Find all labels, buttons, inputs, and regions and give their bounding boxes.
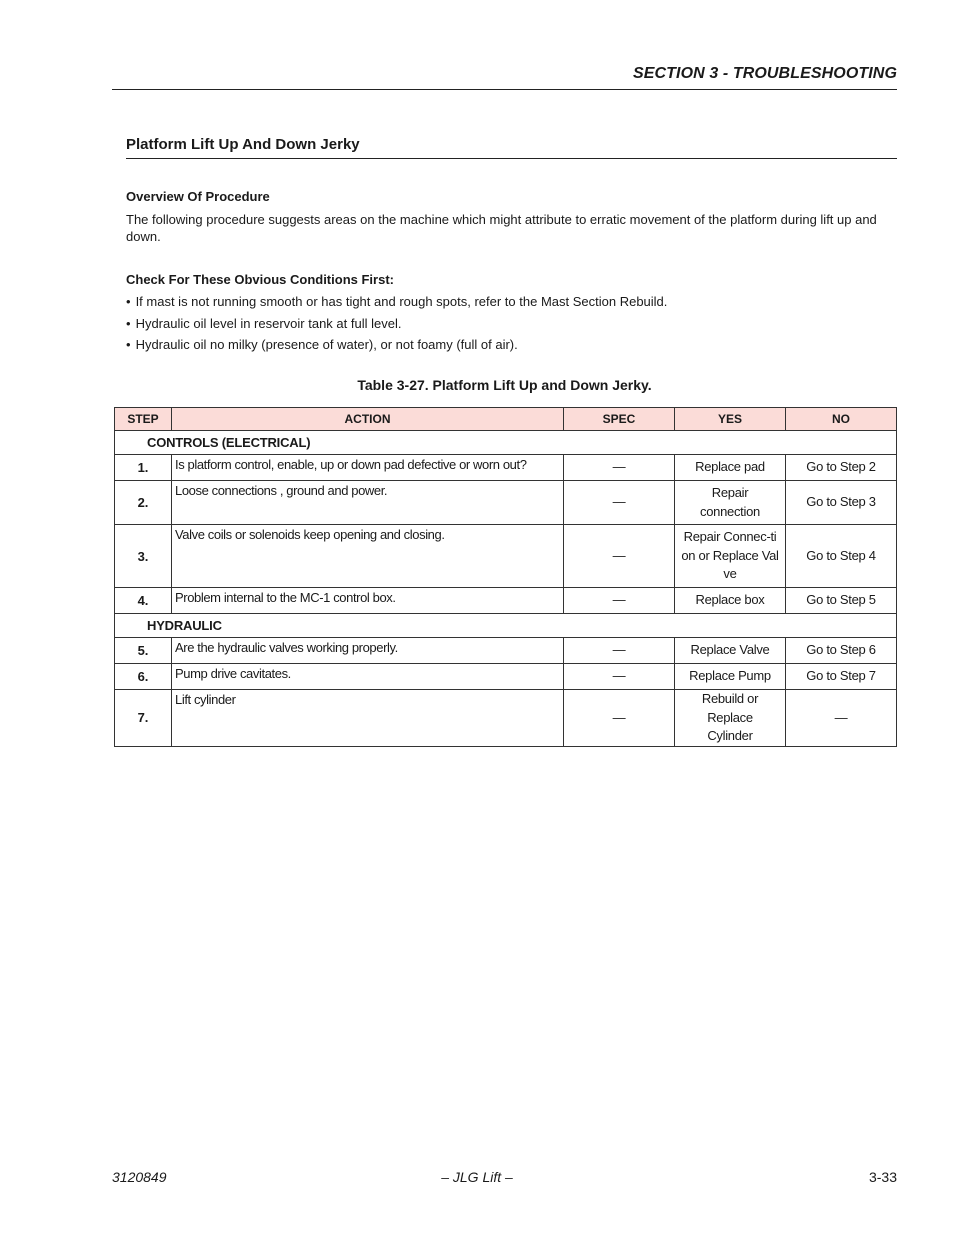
table-caption: Table 3-27. Platform Lift Up and Down Jerky.	[357, 377, 652, 393]
checks-list	[126, 293, 667, 358]
table-row	[115, 638, 897, 664]
header-divider	[112, 89, 897, 90]
step-cell: 6.	[115, 664, 172, 690]
table-header-row	[115, 408, 897, 431]
column-header-action: ACTION	[172, 408, 564, 431]
yes-cell: Replace box	[675, 588, 786, 614]
checks-heading: Check For These Obvious Conditions First:	[126, 272, 394, 287]
page-number: 3-33	[868, 1169, 897, 1185]
footer-brand: – JLG Lift –	[441, 1169, 513, 1185]
overview-heading: Overview Of Procedure	[126, 189, 270, 204]
spec-cell: —	[564, 525, 675, 588]
no-cell: Go to Step 3	[786, 481, 897, 525]
step-cell: 2.	[115, 481, 172, 525]
table-row	[115, 690, 897, 747]
list-item: • Hydraulic oil no milky (presence of water), or not foamy (full of air).	[126, 336, 667, 358]
table-row	[115, 455, 897, 481]
step-cell: 5.	[115, 638, 172, 664]
table-row	[115, 664, 897, 690]
yes-cell: Replace Valve	[675, 638, 786, 664]
spec-cell: —	[564, 455, 675, 481]
group-row	[115, 614, 897, 638]
title-divider	[126, 158, 897, 159]
spec-cell: —	[564, 588, 675, 614]
no-cell: Go to Step 5	[786, 588, 897, 614]
table-row	[115, 588, 897, 614]
action-cell: Valve coils or solenoids keep opening and closing.	[172, 525, 564, 588]
spec-cell: —	[564, 638, 675, 664]
yes-cell: Replace pad	[675, 455, 786, 481]
table-row	[115, 525, 897, 588]
spec-cell: —	[564, 481, 675, 525]
action-cell: Is platform control, enable, up or down pad defective or worn out?	[172, 455, 564, 481]
page-title: Platform Lift Up And Down Jerky	[126, 136, 360, 153]
column-header-yes: YES	[675, 408, 786, 431]
group-row	[115, 431, 897, 455]
column-header-spec: SPEC	[564, 408, 675, 431]
no-cell: —	[786, 690, 897, 747]
action-cell: Loose connections , ground and power.	[172, 481, 564, 525]
table-row	[115, 481, 897, 525]
yes-cell: Repair Connec-tion or Replace Valve	[675, 525, 786, 588]
yes-cell: Rebuild or Replace Cylinder	[675, 690, 786, 747]
no-cell: Go to Step 6	[786, 638, 897, 664]
action-cell: Pump drive cavitates.	[172, 664, 564, 690]
doc-number: 3120849	[112, 1169, 167, 1185]
spec-cell: —	[564, 664, 675, 690]
action-cell: Problem internal to the MC-1 control box.	[172, 588, 564, 614]
action-cell: Lift cylinder	[172, 690, 564, 747]
list-item: • Hydraulic oil level in reservoir tank at full level.	[126, 315, 667, 337]
section-header: SECTION 3 - TROUBLESHOOTING	[632, 65, 897, 82]
group-title: CONTROLS (ELECTRICAL)	[115, 431, 897, 455]
step-cell: 4.	[115, 588, 172, 614]
no-cell: Go to Step 4	[786, 525, 897, 588]
spec-cell: —	[564, 690, 675, 747]
yes-cell: Repair connection	[675, 481, 786, 525]
yes-cell: Replace Pump	[675, 664, 786, 690]
overview-text: The following procedure suggests areas on the machine which might attribute to erratic movement of the platform during lift up and down.	[126, 212, 877, 244]
troubleshooting-table	[114, 407, 897, 747]
no-cell: Go to Step 7	[786, 664, 897, 690]
group-title: HYDRAULIC	[115, 614, 897, 638]
action-cell: Are the hydraulic valves working properly.	[172, 638, 564, 664]
column-header-no: NO	[786, 408, 897, 431]
step-cell: 3.	[115, 525, 172, 588]
list-item: • If mast is not running smooth or has tight and rough spots, refer to the Mast Section Rebuild.	[126, 293, 667, 315]
step-cell: 1.	[115, 455, 172, 481]
no-cell: Go to Step 2	[786, 455, 897, 481]
column-header-step: STEP	[115, 408, 172, 431]
step-cell: 7.	[115, 690, 172, 747]
